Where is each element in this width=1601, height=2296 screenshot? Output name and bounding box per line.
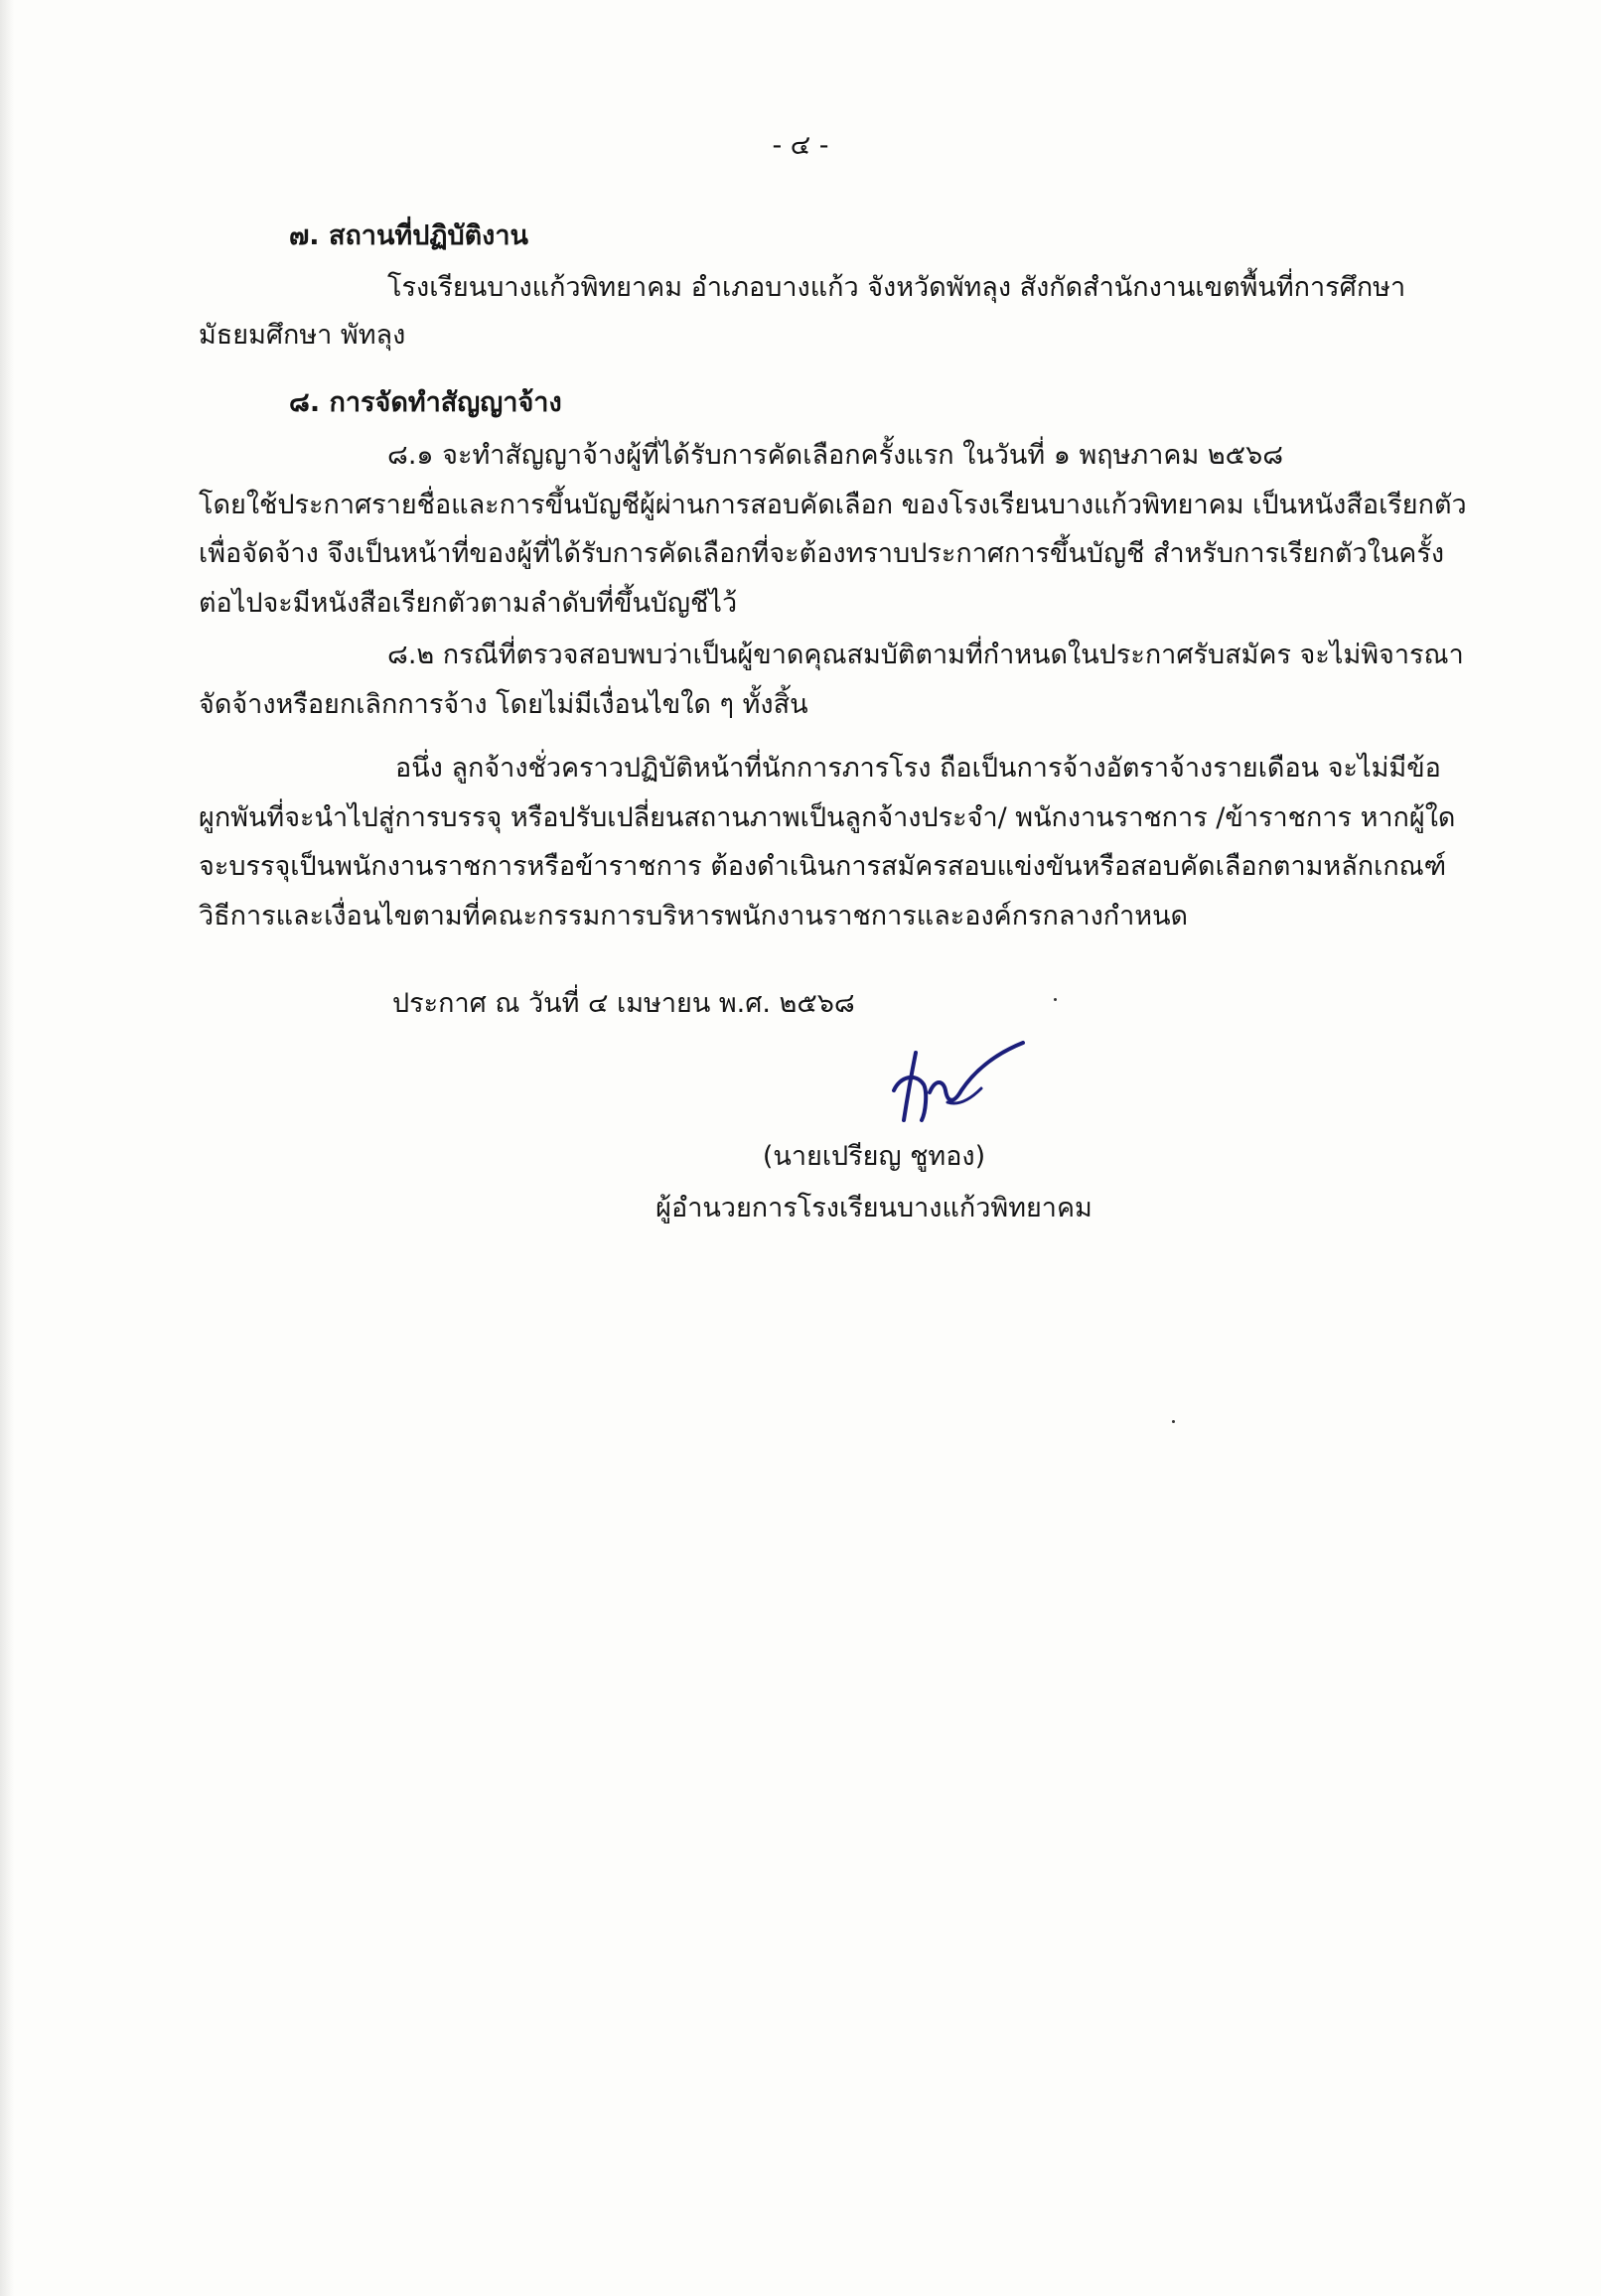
announcement-date: ประกาศ ณ วันที่ ๔ เมษายน พ.ศ. ๒๕๖๘ <box>392 988 855 1019</box>
note-line: ผูกพันที่จะนำไปสู่การบรรจุ หรือปรับเปลี่ยนสถานภาพเป็นลูกจ้างประจำ/ พนักงานราชการ /ข้าราชการ หากผู้ใด <box>199 802 1456 833</box>
section-8-2-line: ๘.๒ กรณีที่ตรวจสอบพบว่าเป็นผู้ขาดคุณสมบัติตามที่กำหนดในประกาศรับสมัคร จะไม่พิจารณา <box>387 640 1464 670</box>
section-8-1-line: โดยใช้ประกาศรายชื่อและการขึ้นบัญชีผู้ผ่านการสอบคัดเลือก ของโรงเรียนบางแก้วพิทยาคม เป็นหนังสือเรียกตัว <box>199 490 1467 520</box>
note-line: วิธีการและเงื่อนไขตามที่คณะกรรมการบริหารพนักงานราชการและองค์กรกลางกำหนด <box>199 901 1189 932</box>
section-8-2-line: จัดจ้างหรือยกเลิกการจ้าง โดยไม่มีเงื่อนไขใด ๆ ทั้งสิ้น <box>199 689 808 720</box>
scan-shadow <box>0 0 14 2296</box>
note-line: อนึ่ง ลูกจ้างชั่วคราวปฏิบัติหน้าที่นักการภารโรง ถือเป็นการจ้างอัตราจ้างรายเดือน จะไม่มีข้อ <box>395 753 1441 784</box>
note-line: จะบรรจุเป็นพนักงานราชการหรือข้าราชการ ต้องดำเนินการสมัครสอบแข่งขันหรือสอบคัดเลือกตามหลักเกณฑ์ <box>199 851 1447 882</box>
section-8-heading: ๘. การจัดทำสัญญาจ้าง <box>289 387 562 418</box>
section-8-1-line: ๘.๑ จะทำสัญญาจ้างผู้ที่ได้รับการคัดเลือกครั้งแรก ในวันที่ ๑ พฤษภาคม ๒๕๖๘ <box>387 440 1284 471</box>
page-number: - ๔ - <box>772 130 829 161</box>
signatory-name: (นายเปรียญ ชูทอง) <box>762 1141 986 1172</box>
section-7-line: มัธยมศึกษา พัทลุง <box>199 320 406 351</box>
section-8-1-line: เพื่อจัดจ้าง จึงเป็นหน้าที่ของผู้ที่ได้รับการคัดเลือกที่จะต้องทราบประกาศการขึ้นบัญชี สำหรับการเรียกตัวในครั้ง <box>199 538 1445 569</box>
scan-speck <box>1054 998 1057 1001</box>
scan-speck <box>1172 1420 1175 1423</box>
section-7-line: โรงเรียนบางแก้วพิทยาคม อำเภอบางแก้ว จังหวัดพัทลุง สังกัดสำนักงานเขตพื้นที่การศึกษา <box>387 272 1406 303</box>
section-8-1-line: ต่อไปจะมีหนังสือเรียกตัวตามลำดับที่ขึ้นบัญชีไว้ <box>199 588 738 619</box>
signatory-title: ผู้อำนวยการโรงเรียนบางแก้วพิทยาคม <box>655 1193 1092 1223</box>
section-7-heading: ๗. สถานที่ปฏิบัติงาน <box>289 220 528 251</box>
handwritten-signature <box>864 1033 1033 1132</box>
